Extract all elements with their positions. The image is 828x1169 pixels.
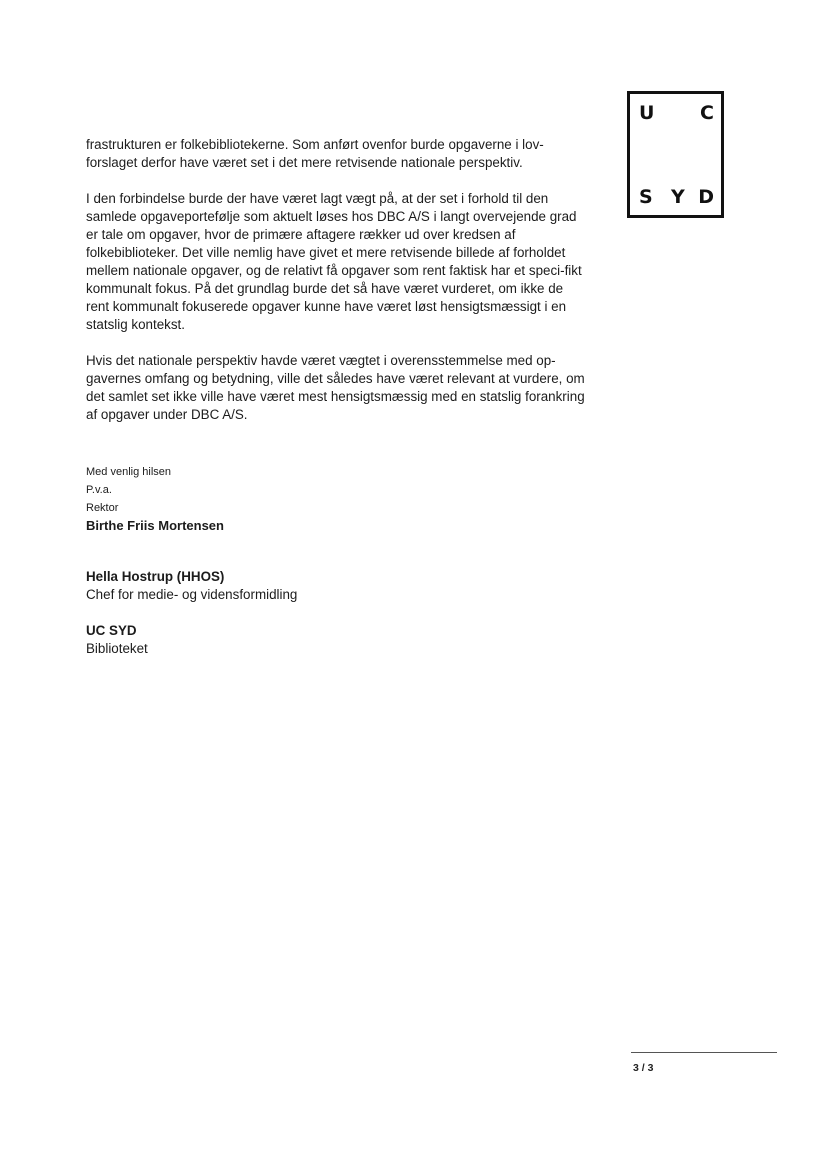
- logo-letter-y: Y: [671, 186, 685, 208]
- contact-role: Chef for medie- og vidensformidling: [86, 587, 298, 602]
- contact-block: [86, 568, 297, 658]
- logo-letter-s: S: [639, 186, 653, 208]
- paragraph-3: Hvis det nationale perspektiv havde været vægtet i overensstemmelse med op-gavernes omfang og betydning, ville det således have været relevant at vurdere, om det samlet set ikke ville have været mest hensigtsmæssig med en statslig forankring af opgaver under DBC A/S.: [86, 353, 585, 422]
- page-number: 3 / 3: [633, 1062, 654, 1074]
- uc-syd-logo: [627, 91, 724, 218]
- footer-divider: [631, 1052, 777, 1053]
- contact-dept: Biblioteket: [86, 641, 148, 656]
- closing-greeting: Med venlig hilsen: [86, 466, 171, 478]
- letter-body: [86, 136, 586, 442]
- contact-org: UC SYD: [86, 623, 137, 638]
- signatory-name: Birthe Friis Mortensen: [86, 518, 224, 533]
- paragraph-2: I den forbindelse burde der have været lagt vægt på, at der set i forhold til den samlede opgaveportefølje som aktuelt løses hos DBC A/S i langt overvejende grad er tale om opgaver, hvor de primære aftagere rækker ud over kredsen af folkebiblioteker. Det ville nemlig have givet et mere retvisende billede af forholdet mellem nationale opgaver, og de relativt få opgaver som rent faktisk har et speci-fikt kommunalt fokus. På det grundlag burde det så have været vurderet, om ikke de rent kommunalt fokuserede opgaver kunne have været løst hensigtsmæssigt i en statslig kontekst.: [86, 191, 582, 332]
- closing-title: Rektor: [86, 502, 119, 514]
- paragraph-1: frastrukturen er folkebibliotekerne. Som anført ovenfor burde opgaverne i lov-forslaget derfor have været set i det mere retvisende nationale perspektiv.: [86, 137, 544, 170]
- logo-letter-u: U: [639, 102, 655, 124]
- contact-name: Hella Hostrup (HHOS): [86, 569, 225, 584]
- closing-block: [86, 463, 224, 535]
- logo-letter-d: D: [698, 186, 714, 208]
- logo-letter-c: C: [700, 102, 714, 124]
- closing-pva: P.v.a.: [86, 484, 112, 496]
